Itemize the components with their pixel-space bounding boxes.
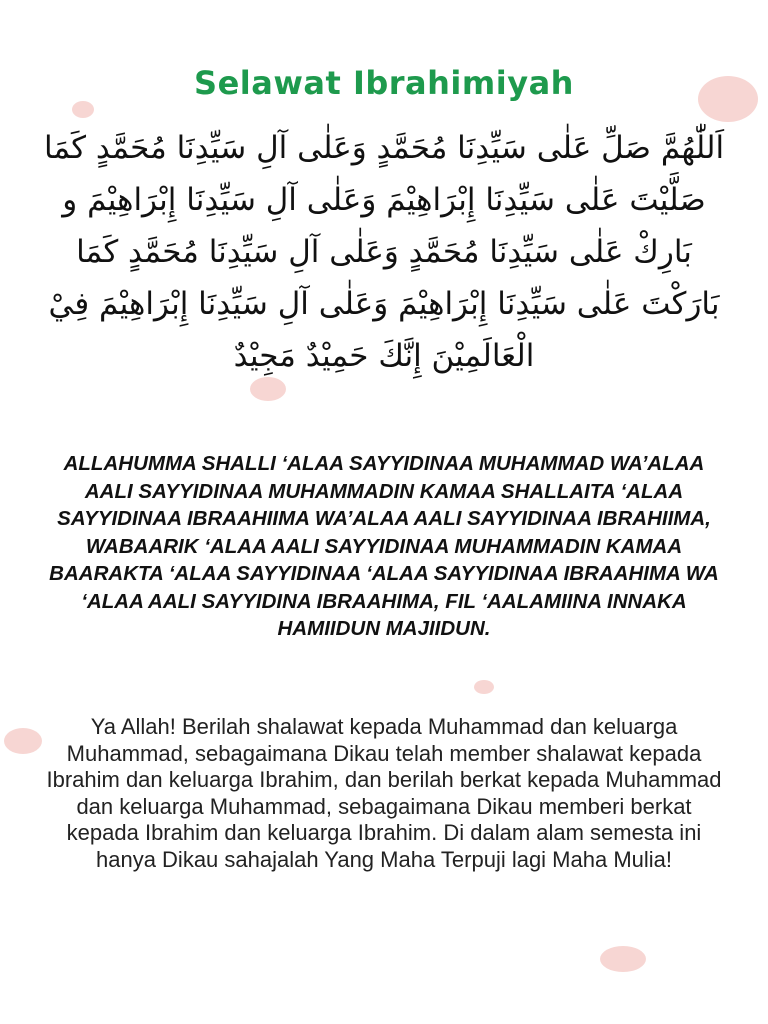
page-title: Selawat Ibrahimiyah — [194, 64, 574, 102]
decorative-dot — [72, 101, 94, 118]
decorative-dot — [4, 728, 42, 754]
decorative-dot — [600, 946, 646, 972]
transliteration-text: ALLAHUMMA SHALLI ‘ALAA SAYYIDINAA MUHAMMAD WA’ALAA AALI SAYYIDINAA MUHAMMADIN KAMAA SHALLAITA ‘ALAA SAYYIDINAA IBRAAHIIMA WA’ALAA AALI SAYYIDINAA IBRAHIIMA, WABAARIK ‘ALAA AALI SAYYIDINAA MUHAMMADIN KAMAA BAARAKTA ‘ALAA SAYYIDINAA ‘ALAA SAYYIDINAA IBRAAHIMA WA ‘ALAA AALI SAYYIDINA IBRAAHIMA, FIL ‘AALAMIINA INNAKA HAMIIDUN MAJIIDUN. — [49, 452, 719, 640]
decorative-dot — [474, 680, 494, 694]
arabic-prayer-text: اَللّٰهُمَّ صَلِّ عَلٰى سَيِّدِنَا مُحَمَّدٍ وَعَلٰى آلِ سَيِّدِنَا مُحَمَّدٍ كَمَا صَلَّيْتَ عَلٰى سَيِّدِنَا إِبْرَاهِيْمَ وَعَلٰى آلِ سَيِّدِنَا إِبْرَاهِيْمَ و بَارِكْ عَلٰى سَيِّدِنَا مُحَمَّدٍ وَعَلٰى آلِ سَيِّدِنَا مُحَمَّدٍ كَمَا بَارَكْتَ عَلٰى سَيِّدِنَا إِبْرَاهِيْمَ وَعَلٰى آلِ سَيِّدِنَا إِبْرَاهِيْمَ فِيْ الْعَالَمِيْنَ إِنَّكَ حَمِيْدٌ مَجِيْدٌ — [43, 130, 725, 374]
translation-text: Ya Allah! Berilah shalawat kepada Muhammad dan keluarga Muhammad, sebagaimana Dikau telah member shalawat kepada Ibrahim dan keluarga Ibrahim, dan berilah berkat kepada Muhammad dan keluarga Muhammad, sebagaimana Dikau memberi berkat kepada Ibrahim dan keluarga Ibrahim. Di dalam alam semesta ini hanya Dikau sahajalah Yang Maha Terpuji lagi Maha Mulia! — [46, 714, 722, 872]
